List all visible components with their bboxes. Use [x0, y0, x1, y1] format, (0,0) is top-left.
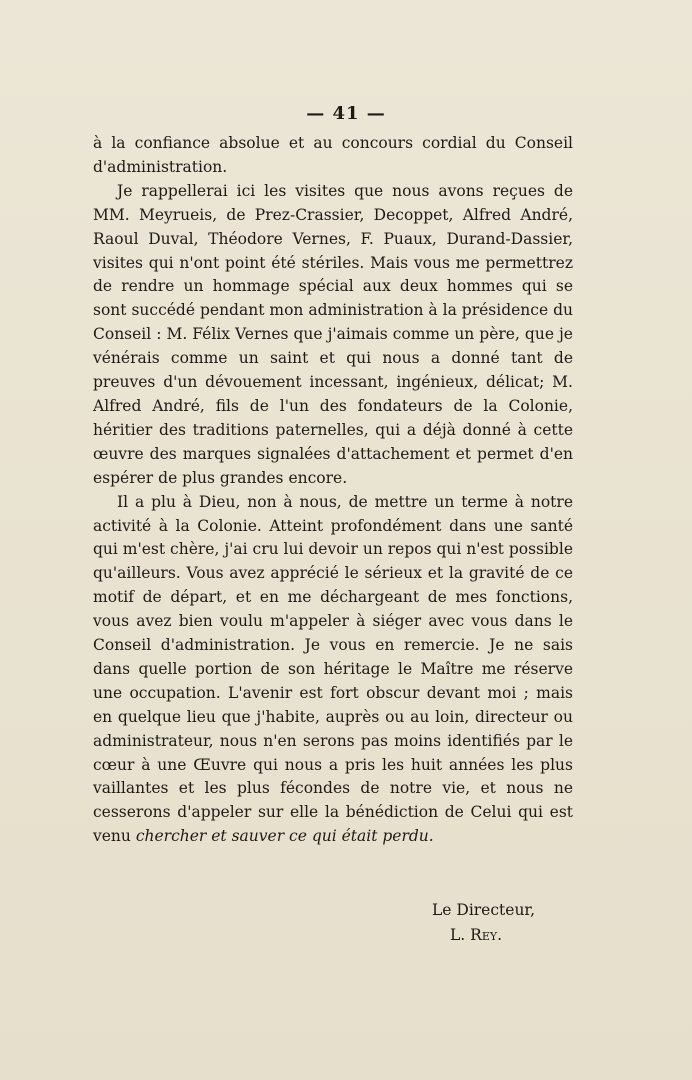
paragraph-3-italic: chercher et sauver ce qui était perdu. [135, 827, 434, 846]
paragraph-3-text: Il a plu à Dieu, non à nous, de mettre un terme à notre activité à la Colonie. Atteint profondément dans une santé qui m'est chère, j'ai cru lui devoir un repos qui n'est possible qu'ailleurs. Vous avez apprécié le sérieux et la gravité de ce motif de départ, et en me déchargeant de mes fonctions, vous avez bien voulu m'appeler à siéger avec vous dans le Conseil d'administration. Je vous en remercie. Je ne sais dans quelle portion de son héritage le Maître me réserve une occupation. L'avenir est fort obscur devant moi ; mais en quelque lieu que j'habite, auprès ou au loin, directeur ou administrateur, nous n'en serons pas moins identifiés par le cœur à une Œuvre qui nous a pris les huit années les plus vaillantes et les plus fécondes de notre vie, et nous ne cesserons d'appeler sur elle la bénédiction de Celui qui est venu [93, 492, 573, 846]
signature [432, 898, 535, 948]
paragraph-2: Je rappellerai ici les visites que nous avons reçues de MM. Meyrueis, de Prez-Crassier, Decoppet, Alfred André, Raoul Duval, Théodore Vernes, F. Puaux, Durand-Dassier, visites qui n'ont point été stériles. Mais vous me permettrez de rendre un hommage spécial aux deux hommes qui se sont succédé pendant mon administration à la présidence du Conseil : M. Félix Vernes que j'aimais comme un père, que je vénérais comme un saint et qui nous a donné tant de preuves d'un dévouement incessant, ingénieux, délicat; M. Alfred André, fils de l'un des fondateurs de la Colonie, héritier des traditions paternelles, qui a déjà donné à cette œuvre des marques signalées d'attachement et permet d'en espérer de plus grandes encore. [93, 181, 573, 487]
signature-name: L. Rey. [450, 926, 503, 944]
paragraph-1: à la confiance absolue et au concours cordial du Conseil d'administration. [93, 134, 573, 176]
signature-title: Le Directeur, [432, 901, 536, 919]
body-text [93, 132, 573, 849]
page-number: — 41 — [306, 103, 386, 124]
paragraph-3 [93, 491, 573, 850]
